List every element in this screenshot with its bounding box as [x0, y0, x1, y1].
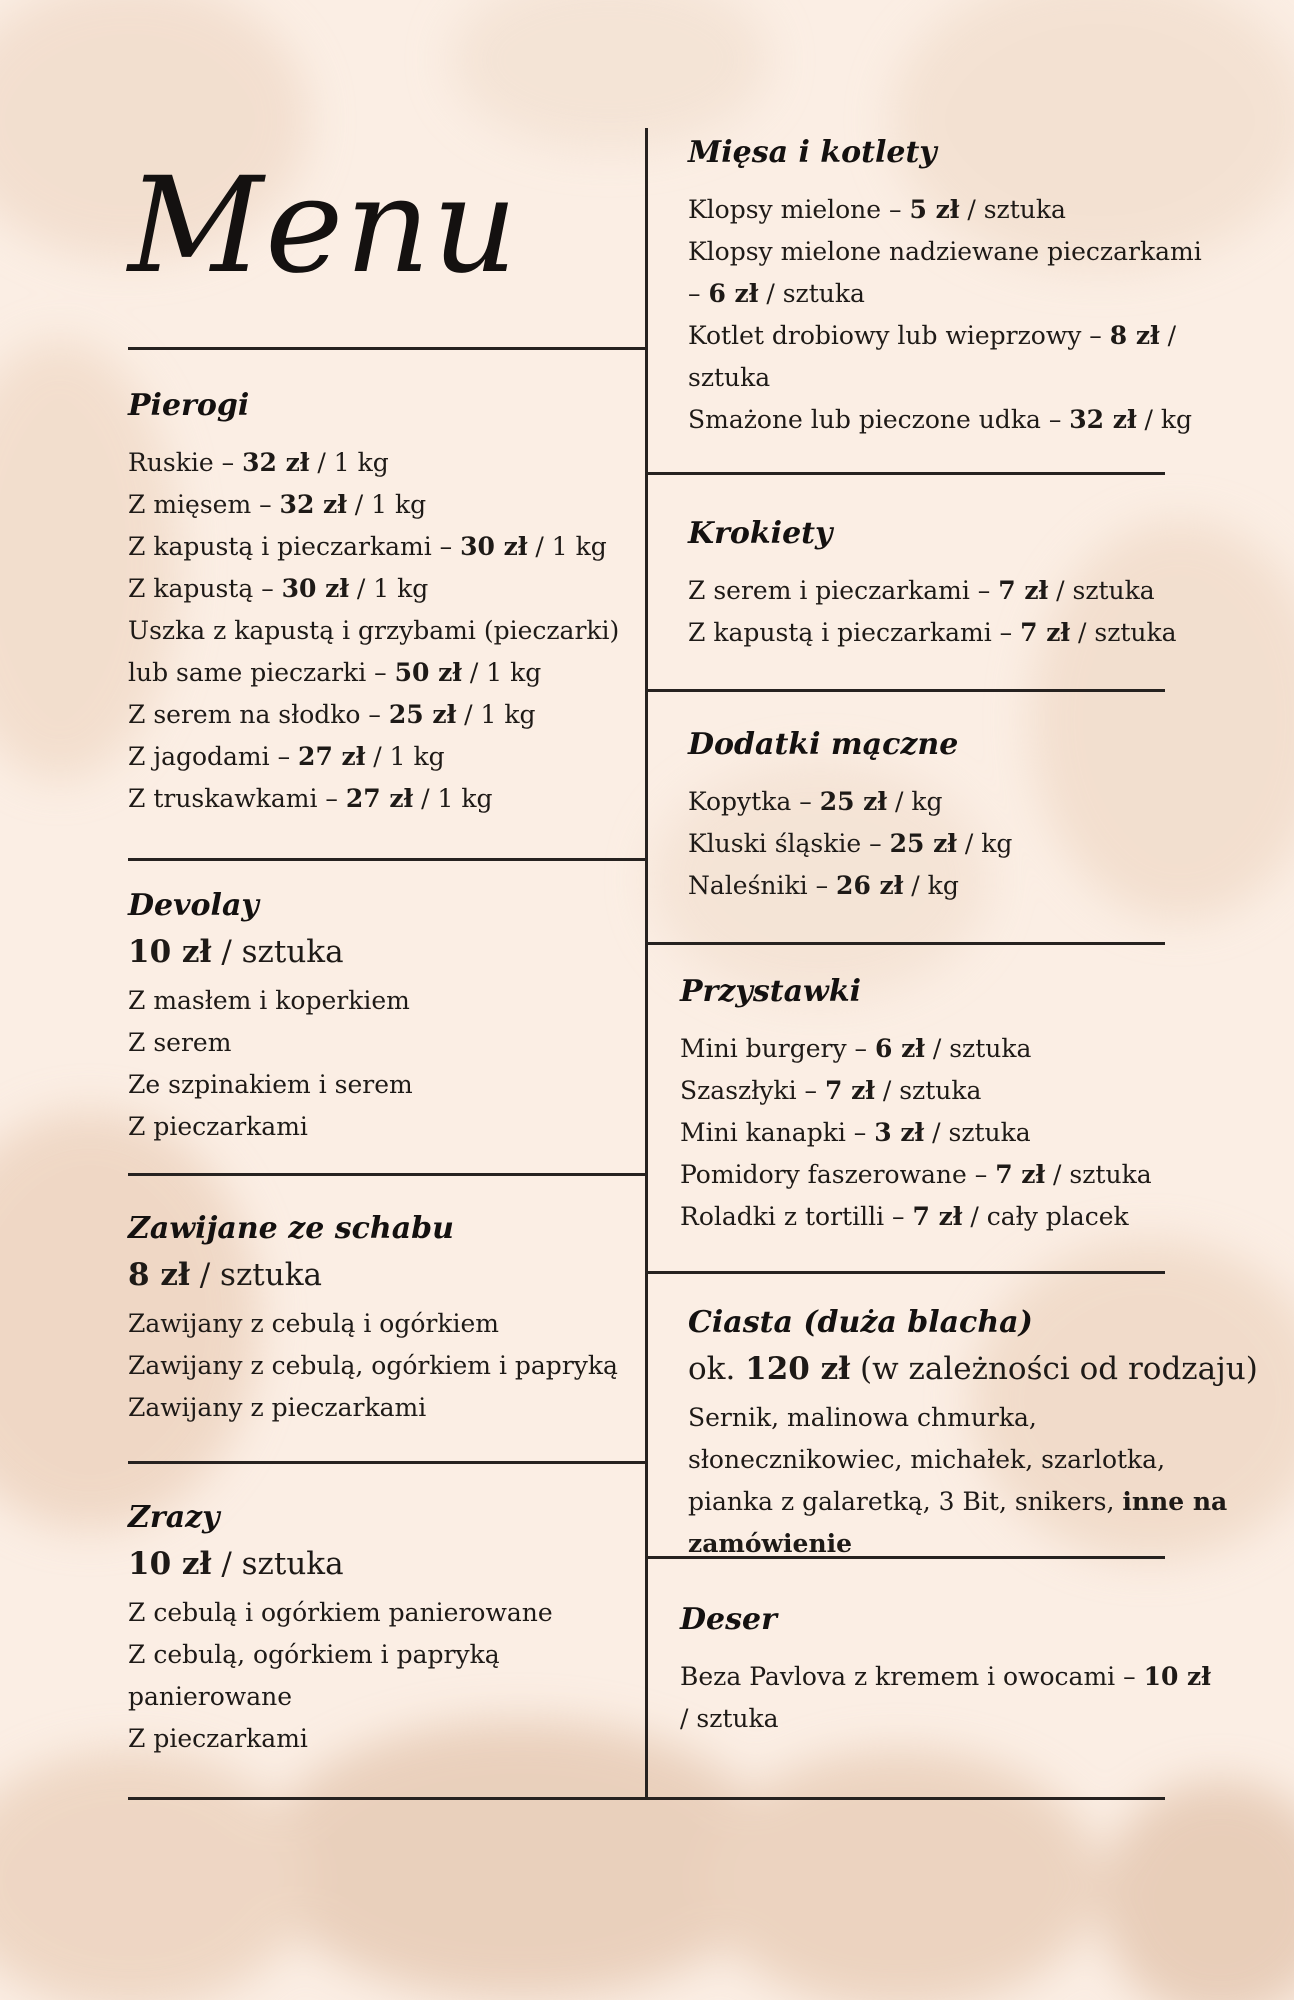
section-divider	[128, 1461, 646, 1464]
section-price: 10 zł / sztuka	[128, 934, 344, 970]
menu-item: Kotlet drobiowy lub wieprzowy – 8 zł / sztuka	[688, 321, 1177, 392]
section-divider	[648, 689, 1165, 692]
menu-item: Zawijany z cebulą, ogórkiem i papryką	[128, 1351, 618, 1380]
section-przystawki	[680, 972, 1200, 1238]
menu-item: Uszka z kapustą i grzybami (pieczarki) lub same pieczarki – 50 zł / 1 kg	[128, 616, 620, 687]
menu-item: Ruskie – 32 zł / 1 kg	[128, 448, 389, 477]
menu-item: Z serem i pieczarkami – 7 zł / sztuka	[688, 576, 1155, 605]
menu-item: Beza Pavlova z kremem i owocami – 10 zł / sztuka	[680, 1662, 1211, 1733]
menu-item: Z mięsem – 32 zł / 1 kg	[128, 490, 427, 519]
section-pierogi	[128, 386, 638, 820]
menu-item: Roladki z tortilli – 7 zł / cały placek	[680, 1202, 1129, 1231]
menu-item: Szaszłyki – 7 zł / sztuka	[680, 1076, 982, 1105]
section-heading: Devolay	[128, 888, 259, 923]
menu-item: Zawijany z cebulą i ogórkiem	[128, 1309, 500, 1338]
menu-item: Z serem na słodko – 25 zł / 1 kg	[128, 700, 536, 729]
section-price: ok. 120 zł (w zależności od rodzaju)	[688, 1351, 1258, 1387]
menu-item: Z kapustą i pieczarkami – 30 zł / 1 kg	[128, 532, 607, 561]
menu-item: Pomidory faszerowane – 7 zł / sztuka	[680, 1160, 1152, 1189]
section-miesa	[688, 133, 1208, 441]
menu-item: Z pieczarkami	[128, 1724, 308, 1753]
menu-item: Z cebulą i ogórkiem panierowane	[128, 1598, 553, 1627]
menu-item: Z kapustą i pieczarkami – 7 zł / sztuka	[688, 618, 1177, 647]
menu-item: Z serem	[128, 1028, 232, 1057]
section-heading: Krokiety	[688, 516, 833, 551]
section-divider	[648, 472, 1165, 475]
section-heading: Deser	[680, 1602, 777, 1637]
menu-item: Klopsy mielone nadziewane pieczarkami – 6 zł / sztuka	[688, 237, 1202, 308]
menu-item: Naleśniki – 26 zł / kg	[688, 871, 959, 900]
section-ciasta	[688, 1303, 1268, 1565]
section-heading: Mięsa i kotlety	[688, 135, 937, 170]
menu-item: Z masłem i koperkiem	[128, 986, 410, 1015]
menu-item: Mini burgery – 6 zł / sztuka	[680, 1034, 1032, 1063]
menu-item: Ze szpinakiem i serem	[128, 1070, 413, 1099]
menu-item: Z pieczarkami	[128, 1112, 308, 1141]
menu-item: Smażone lub pieczone udka – 32 zł / kg	[688, 405, 1193, 434]
section-dodatki	[688, 725, 1208, 907]
bottom-divider	[128, 1797, 1165, 1800]
section-deser	[680, 1600, 1240, 1740]
section-krokiety	[688, 514, 1208, 654]
section-price: 10 zł / sztuka	[128, 1546, 344, 1582]
section-heading: Ciasta (duża blacha)	[688, 1305, 1033, 1340]
section-divider	[648, 942, 1165, 945]
section-heading: Przystawki	[680, 974, 862, 1009]
section-heading: Pierogi	[128, 388, 250, 423]
section-heading: Zrazy	[128, 1500, 220, 1535]
menu-item: Z cebulą, ogórkiem i papryką panierowane	[128, 1640, 500, 1711]
section-heading: Dodatki mączne	[688, 727, 959, 762]
section-heading: Zawijane ze schabu	[128, 1211, 454, 1246]
section-divider	[128, 347, 646, 350]
menu-item: Zawijany z pieczarkami	[128, 1393, 427, 1422]
menu-item: Z jagodami – 27 zł / 1 kg	[128, 742, 445, 771]
section-devolay	[128, 886, 638, 1148]
menu-item: Z kapustą – 30 zł / 1 kg	[128, 574, 429, 603]
column-divider	[645, 128, 648, 1800]
menu-item: Klopsy mielone – 5 zł / sztuka	[688, 195, 1066, 224]
section-divider	[128, 858, 646, 861]
menu-item: Kluski śląskie – 25 zł / kg	[688, 829, 1013, 858]
section-divider	[128, 1173, 646, 1176]
menu-item: Kopytka – 25 zł / kg	[688, 787, 943, 816]
menu-item: Sernik, malinowa chmurka, słonecznikowiec, michałek, szarlotka, pianka z galaretką, 3 Bit, snikers, inne na zamówienie	[688, 1403, 1228, 1558]
section-zawijane	[128, 1209, 638, 1429]
page-title: Menu	[128, 149, 520, 303]
menu-item: Z truskawkami – 27 zł / 1 kg	[128, 784, 493, 813]
menu-item: Mini kanapki – 3 zł / sztuka	[680, 1118, 1031, 1147]
section-divider	[648, 1271, 1165, 1274]
section-price: 8 zł / sztuka	[128, 1257, 322, 1293]
section-zrazy	[128, 1498, 638, 1760]
